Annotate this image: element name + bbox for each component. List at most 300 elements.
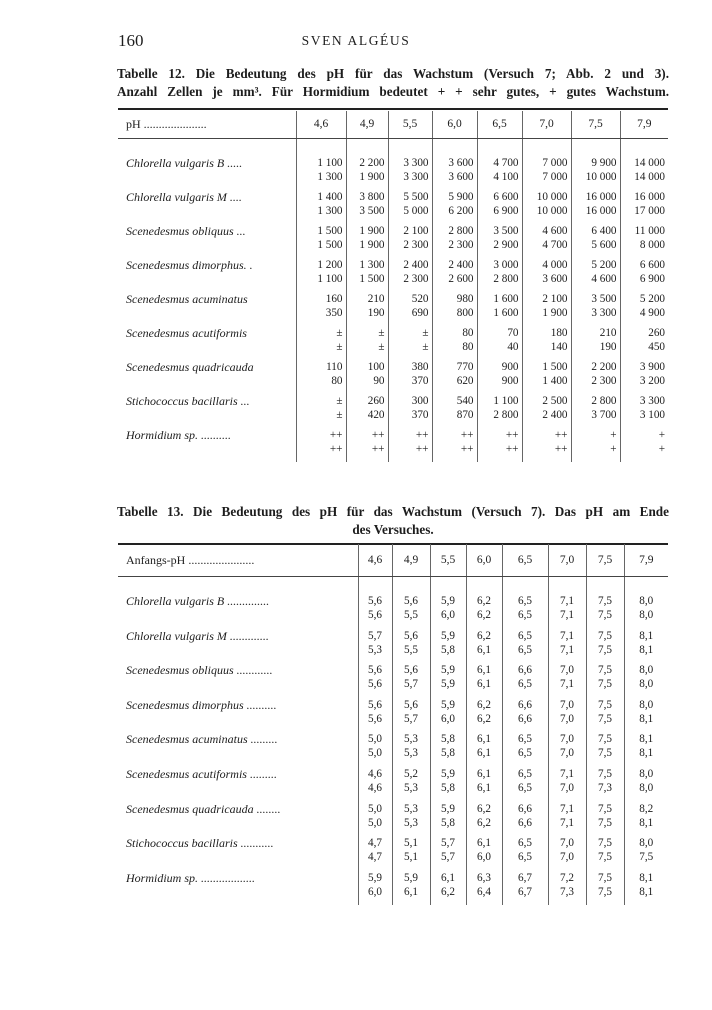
value-first: 7,1 (560, 595, 574, 607)
value-first: 7,0 (560, 837, 574, 850)
value-cell (430, 767, 466, 802)
value-cell (346, 190, 388, 224)
value-second: 2 300 (591, 375, 617, 387)
value-cell (624, 663, 668, 698)
value-cell (296, 190, 346, 224)
value-first: 1 300 (359, 259, 385, 271)
value-cell (586, 594, 624, 629)
value-cell (502, 629, 548, 664)
value-second: 4 100 (493, 171, 519, 183)
value-second: 16 000 (585, 205, 617, 217)
value-cell (586, 663, 624, 698)
table-row (118, 594, 668, 629)
value-first: 2 800 (591, 395, 617, 407)
value-second: 5,6 (368, 712, 382, 725)
value-cell (388, 258, 432, 292)
value-cell (522, 156, 571, 190)
spacer-cell (571, 139, 620, 157)
value-second: 370 (411, 375, 429, 387)
value-first: 7,0 (560, 733, 574, 746)
value-cell (358, 802, 392, 837)
value-second: 1 300 (317, 205, 343, 217)
value-cell (620, 190, 668, 224)
value-cell (548, 767, 586, 802)
spacer-cell (388, 139, 432, 157)
value-cell (477, 326, 522, 360)
value-cell (466, 871, 502, 906)
running-head: SVEN ALGÉUS (301, 33, 411, 48)
value-cell (466, 629, 502, 664)
value-cell (358, 871, 392, 906)
value-first: 9 900 (591, 157, 617, 169)
value-first: 5,0 (368, 802, 382, 815)
table-row (118, 258, 668, 292)
table-12-top-rule (118, 108, 668, 110)
value-second: 4 900 (639, 307, 665, 319)
value-first: 2 800 (448, 225, 474, 237)
value-cell (502, 871, 548, 906)
value-first: 3 500 (591, 293, 617, 305)
table-12-body (118, 111, 668, 462)
value-second: 90 (373, 375, 385, 387)
value-cell (477, 428, 522, 462)
value-second: 6,1 (477, 678, 491, 691)
spacer-cell (346, 139, 388, 157)
value-first: 1 900 (359, 225, 385, 237)
value-first: 16 000 (634, 191, 665, 203)
value-second: 6,1 (477, 643, 491, 656)
value-second: 7 000 (542, 171, 568, 183)
value-cell (624, 836, 668, 871)
species-name: Scenedesmus quadricauda ........ (126, 801, 281, 816)
value-cell (466, 767, 502, 802)
value-second: 450 (648, 341, 665, 353)
species-name: Chlorella vulgaris M .... (126, 190, 242, 204)
value-first: 6 400 (591, 225, 617, 237)
table-row (118, 732, 668, 767)
value-first: 7,5 (598, 802, 612, 815)
value-first: 6,1 (477, 664, 491, 677)
value-cell (548, 663, 586, 698)
value-cell (392, 629, 430, 664)
value-cell (477, 156, 522, 190)
value-first: 2 100 (542, 293, 568, 305)
value-first: 7,1 (560, 802, 574, 815)
value-first: 11 000 (634, 225, 665, 237)
value-cell (432, 292, 477, 326)
value-second: 7,5 (598, 678, 612, 691)
table-row (118, 767, 668, 802)
value-second: 5,8 (441, 816, 455, 829)
value-second: 5,0 (368, 747, 382, 760)
value-second: 6,5 (518, 747, 532, 760)
value-second: ++ (415, 443, 429, 455)
value-second: 6,5 (518, 781, 532, 794)
value-first: 5,9 (441, 664, 455, 677)
value-cell (466, 802, 502, 837)
value-second: ± (336, 409, 343, 421)
value-second: 4 600 (591, 273, 617, 285)
value-cell (358, 732, 392, 767)
value-second: ± (422, 341, 429, 353)
value-second: 5,8 (441, 643, 455, 656)
value-cell (522, 190, 571, 224)
species-name: Chlorella vulgaris B ..... (126, 156, 243, 170)
value-first: 6,1 (477, 733, 491, 746)
value-second: 7,5 (598, 816, 612, 829)
value-first: 7,2 (560, 871, 574, 884)
value-cell (477, 190, 522, 224)
value-second: 7,5 (598, 609, 612, 621)
value-first: 3 800 (359, 191, 385, 203)
value-first: 4 000 (542, 259, 568, 271)
species-name: Scenedesmus quadricauda (126, 360, 254, 374)
value-first: 8,0 (639, 837, 654, 850)
spacer-cell (548, 577, 586, 595)
value-cell (522, 258, 571, 292)
value-second: 6 900 (493, 205, 519, 217)
value-second: 8,0 (639, 678, 654, 691)
value-cell (296, 360, 346, 394)
value-first: 6,5 (518, 595, 532, 607)
value-cell (432, 394, 477, 428)
value-cell (624, 698, 668, 733)
value-first: 5,6 (368, 664, 382, 677)
spacer-cell (624, 577, 668, 595)
table-13-caption-line-2: des Versuches. (352, 522, 434, 537)
value-first: 4,6 (368, 767, 382, 780)
value-first: 2 500 (542, 395, 568, 407)
value-first: 5,3 (404, 802, 418, 815)
value-cell (624, 871, 668, 906)
value-first: 980 (456, 293, 474, 305)
value-cell (624, 594, 668, 629)
value-cell (586, 802, 624, 837)
value-cell (586, 629, 624, 664)
value-first: 380 (411, 361, 429, 373)
value-first: 16 000 (585, 191, 617, 203)
value-cell (522, 292, 571, 326)
value-first: 4,7 (368, 837, 382, 850)
value-cell (620, 428, 668, 462)
species-name: Scenedesmus dimorphus .......... (126, 697, 277, 712)
ph-column-header: 4,9 (346, 111, 388, 139)
value-second: 10 000 (536, 205, 568, 217)
value-first: 5,9 (368, 871, 382, 884)
spacer-cell (118, 139, 296, 157)
value-second: 2 600 (448, 273, 474, 285)
value-cell (477, 394, 522, 428)
value-first: 7,5 (598, 629, 612, 642)
value-cell (624, 732, 668, 767)
value-cell (432, 258, 477, 292)
value-second: 80 (462, 341, 474, 353)
value-second: 900 (501, 375, 519, 387)
spacer-cell (430, 577, 466, 595)
table-12-caption (117, 65, 669, 101)
value-cell (586, 698, 624, 733)
value-second: 6,2 (477, 609, 491, 621)
species-name: Scenedesmus obliquus ............ (126, 663, 273, 678)
species-name: Scenedesmus acutiformis ......... (126, 766, 277, 781)
value-second: 3 600 (542, 273, 568, 285)
value-first: 1 200 (317, 259, 343, 271)
value-cell (586, 836, 624, 871)
value-cell (548, 802, 586, 837)
header-row (118, 544, 668, 577)
value-second: 6,1 (477, 781, 491, 794)
species-name: Hormidium sp. .......... (126, 428, 232, 442)
value-first: 7,1 (560, 629, 574, 642)
ph-column-header: 4,9 (392, 544, 430, 577)
value-first: 8,1 (639, 629, 654, 642)
value-cell (466, 732, 502, 767)
value-second: 6,6 (518, 712, 532, 725)
value-cell (466, 836, 502, 871)
species-name: Hormidium sp. .................. (126, 870, 256, 885)
value-cell (430, 663, 466, 698)
value-second: 350 (325, 307, 343, 319)
value-second: 80 (331, 375, 343, 387)
value-first: 3 300 (639, 395, 665, 407)
value-second: 7,3 (598, 781, 612, 794)
value-second: 1 900 (542, 307, 568, 319)
table-row (118, 871, 668, 906)
page-number: 160 (118, 31, 144, 50)
value-cell (392, 698, 430, 733)
value-first: 70 (507, 327, 519, 339)
value-second: 4,7 (368, 851, 382, 864)
value-first: 7,5 (598, 698, 612, 711)
value-first: ± (336, 395, 343, 407)
value-first: 4 600 (542, 225, 568, 237)
value-cell (620, 224, 668, 258)
value-first: 2 100 (403, 225, 429, 237)
value-first: 300 (411, 395, 429, 407)
value-second: 5,7 (404, 712, 418, 725)
value-second: 6,5 (518, 643, 532, 656)
value-second: 7,0 (560, 712, 574, 725)
value-cell (388, 190, 432, 224)
value-second: 1 900 (359, 239, 385, 251)
value-cell (571, 394, 620, 428)
value-second: 6,1 (477, 747, 491, 760)
value-cell (432, 224, 477, 258)
value-second: 5,3 (404, 816, 418, 829)
value-second: ± (336, 341, 343, 353)
value-second: 1 300 (317, 171, 343, 183)
value-first: 6 600 (493, 191, 519, 203)
value-cell (571, 190, 620, 224)
species-name: Scenedesmus acuminatus (126, 292, 248, 306)
table-row (118, 326, 668, 360)
spacer-row (118, 139, 668, 157)
value-second: 4 700 (542, 239, 568, 251)
spacer-cell (466, 577, 502, 595)
value-cell (548, 629, 586, 664)
value-first: 1 400 (317, 191, 343, 203)
value-first: 6,1 (477, 837, 491, 850)
value-first: 5,7 (368, 629, 382, 642)
value-first: 180 (550, 327, 568, 339)
ph-column-header: 7,0 (522, 111, 571, 139)
table-row (118, 224, 668, 258)
value-second: 6,2 (477, 816, 491, 829)
value-second: 370 (411, 409, 429, 421)
value-second: 6,0 (441, 712, 455, 725)
value-cell (430, 732, 466, 767)
value-first: 3 500 (493, 225, 519, 237)
spacer-cell (296, 139, 346, 157)
value-second: 6,2 (441, 885, 455, 898)
value-cell (430, 871, 466, 906)
value-cell (624, 802, 668, 837)
value-cell (620, 360, 668, 394)
table-row (118, 802, 668, 837)
ph-column-header: 7,9 (620, 111, 668, 139)
value-first: 7 000 (542, 157, 568, 169)
value-second: 6 200 (448, 205, 474, 217)
table-13-caption (117, 503, 669, 539)
value-second: 2 800 (493, 273, 519, 285)
value-second: ++ (329, 443, 343, 455)
value-cell (430, 836, 466, 871)
value-first: 5,0 (368, 733, 382, 746)
value-first: 2 400 (403, 259, 429, 271)
value-cell (346, 156, 388, 190)
value-cell (358, 663, 392, 698)
value-second: 4,6 (368, 781, 382, 794)
value-second: 8,0 (639, 609, 654, 621)
table-row (118, 360, 668, 394)
value-cell (430, 629, 466, 664)
ph-column-header: 7,0 (548, 544, 586, 577)
value-first: 260 (648, 327, 665, 339)
table-row (118, 698, 668, 733)
value-second: 7,1 (560, 643, 574, 656)
value-first: 6,5 (518, 837, 532, 850)
value-first: 6,5 (518, 629, 532, 642)
value-first: 2 200 (359, 157, 385, 169)
value-first: 6,1 (477, 767, 491, 780)
value-first: ++ (415, 429, 429, 441)
value-second: 2 400 (542, 409, 568, 421)
value-cell (502, 767, 548, 802)
value-second: 2 300 (403, 239, 429, 251)
value-cell (346, 258, 388, 292)
value-second: 8,1 (639, 643, 654, 656)
value-cell (346, 224, 388, 258)
value-cell (392, 767, 430, 802)
spacer-cell (522, 139, 571, 157)
value-second: 7,0 (560, 781, 574, 794)
species-name: Scenedesmus acutiformis (126, 326, 247, 340)
ph-column-header: 7,9 (624, 544, 668, 577)
value-second: 17 000 (634, 205, 665, 217)
value-second: 6,6 (518, 816, 532, 829)
value-second: 5,3 (404, 747, 418, 760)
header-row (118, 111, 668, 139)
value-second: 1 900 (359, 171, 385, 183)
value-cell (346, 292, 388, 326)
value-second: 6,7 (518, 885, 532, 898)
table-13-caption-line-1: Tabelle 13. Die Bedeutung des pH für das Wachstum (Versuch 7). Das pH am Ende (117, 504, 669, 519)
value-cell (296, 224, 346, 258)
value-cell (522, 428, 571, 462)
value-cell (571, 156, 620, 190)
value-cell (430, 594, 466, 629)
value-second: 870 (456, 409, 474, 421)
value-first: 6,3 (477, 871, 491, 884)
value-cell (432, 360, 477, 394)
spacer-cell (620, 139, 668, 157)
value-second: 5,3 (404, 781, 418, 794)
value-first: 7,5 (598, 767, 612, 780)
value-second: 2 300 (403, 273, 429, 285)
value-cell (477, 258, 522, 292)
value-second: 5,9 (441, 678, 455, 691)
value-cell (432, 326, 477, 360)
value-second: 5,8 (441, 747, 455, 760)
table-row (118, 629, 668, 664)
value-cell (392, 594, 430, 629)
value-first: 5,9 (441, 595, 455, 607)
value-second: 6,0 (477, 851, 491, 864)
value-second: 7,0 (560, 851, 574, 864)
value-first: 6,5 (518, 733, 532, 746)
value-second: 190 (367, 307, 385, 319)
value-cell (392, 802, 430, 837)
value-first: 520 (411, 293, 429, 305)
value-first: 1 100 (493, 395, 519, 407)
value-second: 140 (550, 341, 568, 353)
value-first: 6,6 (518, 802, 532, 815)
value-second: 5,0 (368, 816, 382, 829)
value-second: 7,1 (560, 678, 574, 691)
table-row (118, 292, 668, 326)
table-row (118, 836, 668, 871)
table-12-caption-line-2: Anzahl Zellen je mm³. Für Hormidium bedeutet + + sehr gutes, + gutes Wachstum. (117, 84, 669, 99)
value-second: ++ (371, 443, 385, 455)
species-name: Chlorella vulgaris M ............. (126, 628, 269, 643)
value-cell (466, 663, 502, 698)
ph-column-header: 5,5 (430, 544, 466, 577)
value-cell (502, 732, 548, 767)
value-cell (432, 428, 477, 462)
value-first: 7,5 (598, 595, 612, 607)
value-second: 2 300 (448, 239, 474, 251)
value-second: 3 300 (403, 171, 429, 183)
ph-column-header: 6,0 (466, 544, 502, 577)
value-first: 7,5 (598, 733, 612, 746)
value-second: 6,5 (518, 678, 532, 691)
value-second: 420 (367, 409, 385, 421)
table-13 (118, 544, 668, 905)
spacer-row (118, 577, 668, 595)
value-cell (522, 224, 571, 258)
value-second: 7,3 (560, 885, 574, 898)
value-first: 100 (367, 361, 385, 373)
value-second: 7,5 (598, 712, 612, 725)
value-first: ± (422, 327, 429, 339)
value-first: 6 600 (639, 259, 665, 271)
ph-column-header: 4,6 (358, 544, 392, 577)
value-cell (346, 326, 388, 360)
value-second: 690 (411, 307, 429, 319)
value-first: 5,9 (441, 698, 455, 711)
value-second: 8,1 (639, 712, 654, 725)
value-second: 5,5 (404, 643, 418, 656)
